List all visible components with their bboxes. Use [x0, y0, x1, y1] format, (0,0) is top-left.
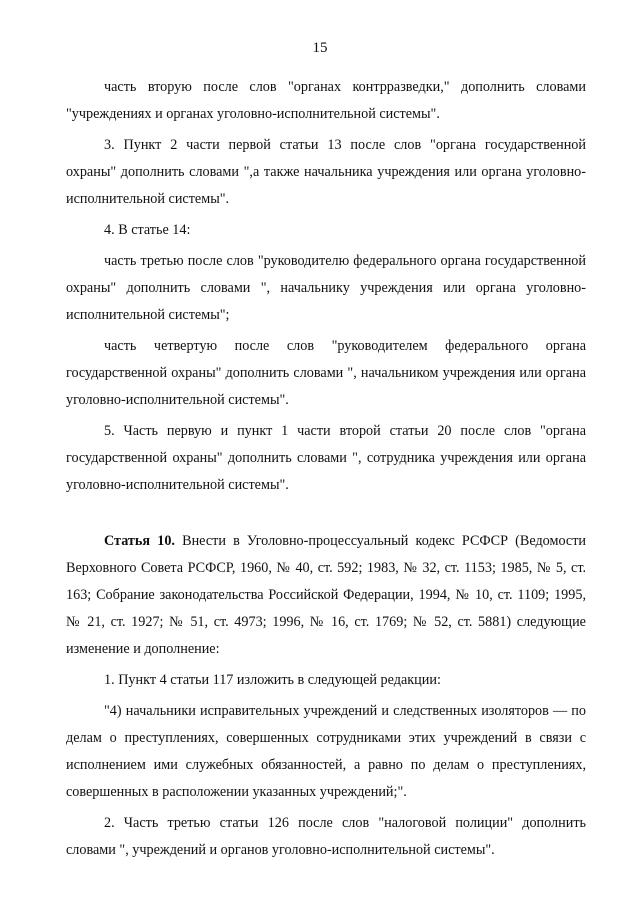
paragraph-part-two: часть вторую после слов "органах контрразведки," дополнить словами "учреждениях и органах уголовно-исполнительной системы".: [66, 79, 586, 122]
paragraph-article-126: 2. Часть третью статьи 126 после слов "налоговой полиции" дополнить словами ", учреждений и органов уголовно-исполнительной системы".: [66, 815, 586, 858]
paragraph-part-three: часть третью после слов "руководителю федерального органа государственной охраны" дополнить словами ", начальнику учреждения или органа уголовно-исполнительной системы";: [66, 253, 586, 323]
paragraph-item-3: 3. Пункт 2 части первой статьи 13 после слов "органа государственной охраны" дополнить словами ",а также начальника учреждения или органа уголовно-исполнительной системы".: [66, 137, 586, 207]
page-number: 15: [312, 40, 328, 56]
article-10-paragraph: [66, 528, 586, 663]
document-body: [66, 74, 586, 864]
paragraph-item-4: 4. В статье 14:: [104, 222, 191, 238]
article-10-text: Внести в Уголовно-процессуальный кодекс РСФСР (Ведомости Верховного Совета РСФСР, 1960, № 40, ст. 592; 1983, № 32, ст. 1153; 1985, № 5, ст. 163; Собрание законодательства Российской Федерации, 1994, № 10, ст. 1109; 1995, № 21, ст. 1927; № 51, ст. 4973; 1996, № 16, ст. 1769; № 52, ст. 5881) следующие изменение и дополнение:: [66, 533, 587, 657]
paragraph-item-5: 5. Часть первую и пункт 1 части второй статьи 20 после слов "органа государственной охраны" дополнить словами ", сотрудника учреждения или органа уголовно-исполнительной системы".: [66, 423, 586, 493]
article-10-title: Статья 10.: [104, 533, 175, 549]
paragraph-part-four: часть четвертую после слов "руководителем федерального органа государственной охраны" дополнить словами ", начальником учреждения или органа уголовно-исполнительной системы".: [66, 338, 586, 408]
paragraph-quoted-item-4: "4) начальники исправительных учреждений и следственных изоляторов — по делам о преступлениях, совершенных сотрудниками этих учреждений в связи с исполнением ими служебных обязанностей, а равно по делам о преступлениях, совершенных в расположении указанных учреждений;".: [66, 703, 586, 800]
paragraph-article-117: 1. Пункт 4 статьи 117 изложить в следующей редакции:: [104, 672, 441, 688]
